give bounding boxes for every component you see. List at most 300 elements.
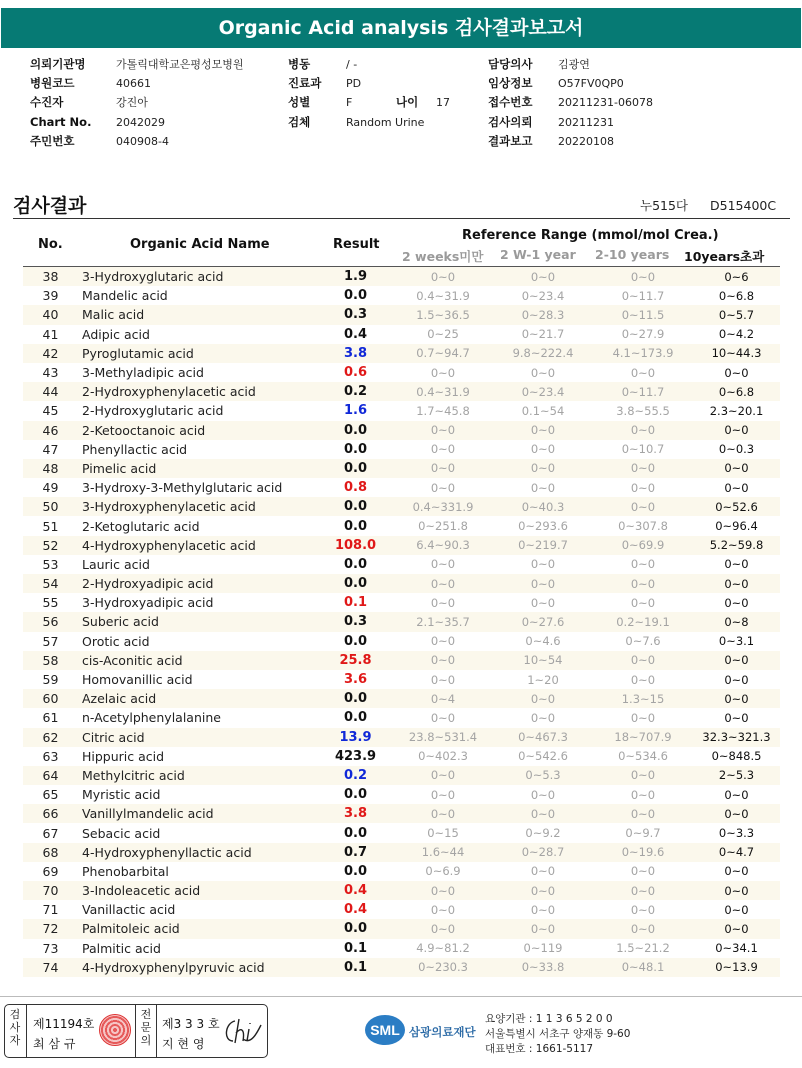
ref-range-under-2weeks: 0~230.3: [393, 958, 493, 977]
acid-name: Homovanillic acid: [82, 672, 193, 688]
specimen-label: 검체: [288, 114, 311, 129]
ref-range-over-10years: 0~0.3: [718, 442, 755, 457]
row-no: 68: [23, 843, 78, 862]
result-value: 0.4: [343, 326, 368, 342]
ref-range-2-10years: 0~0: [630, 480, 656, 495]
ref-range-under-2weeks: 0~0: [393, 881, 493, 900]
ref-range-2w-1year: 0~0: [530, 557, 556, 572]
acid-name: Suberic acid: [78, 612, 318, 631]
age-label: 나이: [396, 95, 419, 110]
ref-range-over-10years: 0~34.1: [715, 941, 758, 956]
table-row: [23, 632, 780, 651]
table-row: [23, 555, 780, 574]
ref-range-over-10years: 2.3~20.1: [709, 403, 764, 418]
row-no: 71: [42, 902, 59, 918]
tester-license: 제11194호: [33, 1017, 95, 1031]
ref-range-over-10years: 0~0: [693, 689, 780, 708]
ref-range-2-10years: 0~0: [630, 672, 656, 687]
acid-name: Pimelic acid: [78, 459, 318, 478]
result-value: 0.0: [343, 825, 368, 841]
ref-range-over-10years: 0~0: [693, 804, 780, 823]
doctor-value: 김광연: [558, 58, 590, 71]
result-value: 0.0: [343, 863, 368, 879]
ref-range-2w-1year: 0~0: [530, 902, 556, 917]
ref-range-under-2weeks: 0~0: [393, 459, 493, 478]
result-value: 3.6: [343, 672, 368, 688]
ref-range-2w-1year: 0~0: [530, 710, 556, 725]
ref-range-under-2weeks: 0.4~31.9: [416, 288, 470, 303]
ref-range-under-2weeks: 0~25: [427, 327, 459, 342]
result-value: 0.4: [343, 902, 368, 918]
ref-range-2w-1year: 0~5.3: [493, 766, 593, 785]
divider: [13, 218, 790, 219]
org-location: 서울특별시 서초구 양재동 9-60: [485, 1028, 631, 1040]
ref-range-over-10years: 0~6.8: [693, 382, 780, 401]
acid-name: Vanillylmandelic acid: [78, 804, 318, 823]
ref-range-over-10years: 32.3~321.3: [693, 728, 780, 747]
result-value: 0.4: [318, 881, 393, 900]
ref-range-under-2weeks: 2.1~35.7: [393, 612, 493, 631]
ref-range-2w-1year: 0~33.8: [493, 958, 593, 977]
row-no: 41: [42, 326, 59, 342]
ref-range-2w-1year: 0~9.2: [525, 826, 561, 841]
table-row: [23, 593, 780, 612]
result-value: 0.6: [343, 365, 368, 381]
table-row: [23, 823, 780, 842]
ref-range-2w-1year: 0~0: [530, 787, 556, 802]
acid-name: Phenyllactic acid: [82, 441, 188, 457]
ref-range-over-10years: 0~0: [724, 672, 749, 687]
ref-range-2w-1year: 0~0: [530, 595, 556, 610]
acid-name: 3-Hydroxyadipic acid: [82, 595, 214, 611]
ref-range-2w-1year: 0~0: [530, 480, 556, 495]
ref-range-2-10years: 1.5~21.2: [616, 941, 670, 956]
row-no: 62: [23, 728, 78, 747]
table-row: [23, 401, 780, 420]
row-no: 57: [42, 633, 59, 649]
acid-name: 2-Ketooctanoic acid: [78, 421, 318, 440]
table-row: [23, 958, 780, 977]
ref-range-2-10years: 0~0: [593, 497, 693, 516]
result-value: 0.1: [343, 595, 368, 611]
ref-range-under-2weeks: 0~15: [427, 826, 459, 841]
row-no: 73: [42, 940, 59, 956]
ref-range-2-10years: 0~7.6: [625, 634, 661, 649]
ref-range-under-2weeks: 0~0: [430, 442, 456, 457]
dept-label: 진료과: [288, 76, 322, 91]
row-no: 66: [23, 804, 78, 823]
ref-range-under-2weeks: 0~4: [393, 689, 493, 708]
institution-value: 가톨릭대학교은평성모병원: [116, 58, 244, 71]
row-no: 44: [23, 382, 78, 401]
ref-range-under-2weeks: 0.7~94.7: [393, 344, 493, 363]
result-value: 108.0: [318, 536, 393, 555]
ref-range-under-2weeks: 0~0: [393, 267, 493, 286]
request-date-value: 20211231: [558, 115, 614, 129]
table-row: [23, 516, 780, 535]
result-value: 0.0: [343, 787, 368, 803]
acid-name: Orotic acid: [82, 633, 150, 649]
col-name-header: Organic Acid Name: [130, 237, 270, 252]
result-value: 0.0: [318, 574, 393, 593]
ref-range-2w-1year: 10~54: [493, 651, 593, 670]
result-value: 1.6: [343, 403, 368, 419]
ref-range-over-10years: 0~0: [724, 710, 749, 725]
table-row: [23, 612, 780, 631]
ref-range-under-2weeks: 0~0: [430, 634, 456, 649]
clinical-info-label: 임상정보: [488, 76, 533, 91]
row-no: 63: [42, 748, 59, 764]
ref-range-2-10years: 0~69.9: [593, 536, 693, 555]
ref-range-2w-1year: 0~0: [493, 881, 593, 900]
result-value: 0.0: [318, 421, 393, 440]
row-no: 50: [23, 497, 78, 516]
ref-range-2-10years: 0~0: [593, 766, 693, 785]
patient-info-col1: [30, 55, 256, 151]
results-codes: [640, 196, 776, 214]
ref-range-2w-1year: 0~0: [493, 919, 593, 938]
ref-range-under-2weeks: 0~0: [430, 710, 456, 725]
ref-range-2w-1year: 0~542.6: [518, 749, 568, 764]
table-row: [23, 804, 780, 823]
ref-range-under-2weeks: 0~0: [393, 804, 493, 823]
sex-label: 성별: [288, 95, 311, 110]
row-no: 46: [23, 421, 78, 440]
ref-range-2-10years: 0~27.9: [621, 327, 665, 342]
table-row: [23, 881, 780, 900]
ref-range-2-10years: 0~0: [630, 557, 656, 572]
ref-range-2-10years: 0~0: [630, 365, 656, 380]
ref-range-2-10years: 0~534.6: [618, 749, 668, 764]
result-value: 0.1: [343, 940, 368, 956]
ref-range-over-10years: 0~0: [693, 459, 780, 478]
row-no: 65: [42, 787, 59, 803]
ref-range-2-10years: 18~707.9: [593, 728, 693, 747]
ref-range-2-10years: 4.1~173.9: [593, 344, 693, 363]
acid-name: 3-Hydroxy-3-Methylglutaric acid: [82, 480, 283, 496]
ref-range-under-2weeks: 0~0: [430, 787, 456, 802]
divider: [26, 1005, 27, 1057]
request-date-label: 검사의뢰: [488, 114, 533, 129]
acid-name: 2-Hydroxyglutaric acid: [82, 403, 224, 419]
ref-range-under-2weeks: 23.8~531.4: [393, 728, 493, 747]
ref-range-under-2weeks: 1.5~36.5: [393, 305, 493, 324]
row-no: 53: [42, 556, 59, 572]
receipt-no-label: 접수번호: [488, 95, 533, 110]
result-value: 0.7: [318, 843, 393, 862]
org-address: [485, 1012, 630, 1057]
ref-range-2w-1year: 0~467.3: [493, 728, 593, 747]
table-row: [23, 363, 780, 382]
results-section-title: 검사결과: [13, 195, 87, 217]
table-row: [23, 843, 780, 862]
ref-range-over-10years: 0~6: [693, 267, 780, 286]
divider: [0, 996, 802, 997]
table-row: [23, 325, 780, 344]
acid-name: Adipic acid: [82, 326, 150, 342]
acid-name: Phenobarbital: [82, 863, 169, 879]
result-value: 13.9: [318, 728, 393, 747]
table-header: [20, 222, 780, 266]
report-title: Organic Acid analysis 검사결과보고서: [1, 8, 801, 48]
ref-range-over-10years: 0~4.7: [693, 843, 780, 862]
row-no: 40: [23, 305, 78, 324]
ref-range-over-10years: 0~96.4: [715, 519, 758, 534]
row-no: 70: [23, 881, 78, 900]
ref-range-under-2weeks: 0~0: [430, 595, 456, 610]
row-no: 64: [23, 766, 78, 785]
table-row: [23, 574, 780, 593]
ref-range-2-10years: 0~11.7: [621, 288, 665, 303]
sex-value: F: [346, 96, 353, 110]
specialist-license: 제3 3 3 호: [162, 1017, 220, 1031]
ref-range-under-2weeks: 0~0: [393, 651, 493, 670]
results-code-1: 누515다: [640, 198, 689, 213]
ref-range-2w-1year: 0~0: [493, 804, 593, 823]
ref-range-over-10years: 0~4.2: [718, 327, 755, 342]
specialist-name: 지 현 영: [162, 1037, 205, 1051]
result-value: 0.2: [318, 766, 393, 785]
ref-range-under-2weeks: 0~0: [430, 902, 456, 917]
ref-range-over-10years: 0~848.5: [711, 749, 762, 764]
acid-name: 3-Methyladipic acid: [82, 365, 204, 381]
table-row: [23, 900, 780, 919]
ref-range-over-10years: 0~0: [724, 480, 749, 495]
row-no: 54: [23, 574, 78, 593]
ref-range-2-10years: 0~0: [593, 804, 693, 823]
result-value: 0.0: [343, 556, 368, 572]
row-no: 49: [42, 480, 59, 496]
row-no: 61: [42, 710, 59, 726]
ref-range-2w-1year: 0~4.6: [525, 634, 561, 649]
patient-info-col2: [288, 55, 486, 132]
acid-name: Citric acid: [78, 728, 318, 747]
org-name: 삼광의료재단: [409, 1025, 476, 1039]
result-value: 0.0: [343, 633, 368, 649]
ref-range-2-10years: 0~0: [593, 459, 693, 478]
ref-range-under-2weeks: 0~0: [430, 365, 456, 380]
ref-range-over-10years: 0~0: [724, 787, 749, 802]
ref-range-over-10years: 0~0: [724, 902, 749, 917]
row-no: 74: [23, 958, 78, 977]
acid-name: Malic acid: [78, 305, 318, 324]
result-value: 0.0: [318, 919, 393, 938]
ref-range-over-10years: 2~5.3: [693, 766, 780, 785]
ref-col1-header: 2 weeks미만: [402, 249, 484, 264]
ref-range-under-2weeks: 0~402.3: [418, 749, 468, 764]
patient-name-value: 강진아: [116, 96, 148, 110]
acid-name: Sebacic acid: [82, 825, 161, 841]
ref-range-2w-1year: 0~0: [493, 267, 593, 286]
ref-range-over-10years: 0~0: [724, 864, 749, 879]
acid-name: 4-Hydroxyphenyllactic acid: [78, 843, 318, 862]
ref-range-under-2weeks: 0~0: [393, 766, 493, 785]
ref-range-2-10years: 0~0: [630, 864, 656, 879]
table-row: [23, 267, 780, 286]
row-no: 69: [42, 863, 59, 879]
ref-range-over-10years: 0~0: [724, 365, 749, 380]
dept-value: PD: [346, 77, 362, 91]
institution-label: 의뢰기관명: [30, 57, 86, 71]
result-value: 0.0: [343, 288, 368, 304]
ref-range-over-10years: 0~0: [724, 557, 749, 572]
ref-range-over-10years: 0~0: [693, 651, 780, 670]
table-row: [23, 785, 780, 804]
acid-name: Methylcitric acid: [78, 766, 318, 785]
table-row: [23, 286, 780, 305]
report-date-value: 20220108: [558, 134, 614, 148]
patient-info-col3: [488, 55, 653, 151]
ref-range-2w-1year: 0~0: [493, 459, 593, 478]
row-no: 55: [42, 595, 59, 611]
results-code-2: D515400C: [710, 198, 777, 213]
acid-name: 3-Hydroxyglutaric acid: [78, 267, 318, 286]
ref-range-2-10years: 0~0: [593, 651, 693, 670]
ref-range-2w-1year: 0~28.7: [493, 843, 593, 862]
table-row: [23, 497, 780, 516]
table-row: [23, 421, 780, 440]
acid-name: Lauric acid: [82, 556, 150, 572]
row-no: 42: [23, 344, 78, 363]
ref-range-2w-1year: 0~0: [493, 574, 593, 593]
ref-range-2-10years: 0~0: [593, 919, 693, 938]
ref-range-title: Reference Range (mmol/mol Crea.): [462, 228, 719, 243]
table-row: [23, 536, 780, 555]
hospital-code-label: 병원코드: [30, 76, 75, 91]
table-row: [23, 459, 780, 478]
table-row: [23, 689, 780, 708]
ref-range-over-10years: 0~52.6: [693, 497, 780, 516]
table-row: [23, 728, 780, 747]
receipt-no-value: 20211231-06078: [558, 96, 653, 110]
acid-name: Myristic acid: [82, 787, 161, 803]
patient-name-label: 수진자: [30, 95, 64, 110]
hospital-code-value: 40661: [116, 77, 151, 91]
table-row: [23, 919, 780, 938]
table-row: [23, 766, 780, 785]
chart-no-label: Chart No.: [30, 114, 92, 129]
result-value: 0.0: [318, 459, 393, 478]
row-no: 56: [23, 612, 78, 631]
table-row: [23, 478, 780, 497]
ref-range-over-10years: 0~13.9: [693, 958, 780, 977]
results-table: [23, 267, 780, 977]
result-value: 25.8: [318, 651, 393, 670]
table-row: [23, 670, 780, 689]
row-no: 39: [42, 288, 59, 304]
result-value: 0.0: [318, 497, 393, 516]
resident-no-value: 040908-4: [116, 134, 169, 148]
ref-range-under-2weeks: 0~0: [430, 557, 456, 572]
ref-range-2w-1year: 0~0: [530, 442, 556, 457]
ref-range-2-10years: 1.3~15: [593, 689, 693, 708]
ref-range-2w-1year: 0~23.4: [521, 288, 565, 303]
row-no: 67: [42, 825, 59, 841]
age-value: 17: [436, 96, 450, 110]
acid-name: Pyroglutamic acid: [78, 344, 318, 363]
ref-range-over-10years: 0~0: [693, 421, 780, 440]
acid-name: 2-Hydroxyadipic acid: [78, 574, 318, 593]
ref-range-2w-1year: 9.8~222.4: [493, 344, 593, 363]
acid-name: n-Acetylphenylalanine: [82, 710, 221, 726]
clinical-info-value: O57FV0QP0: [558, 77, 624, 91]
acid-name: 2-Ketoglutaric acid: [82, 518, 200, 534]
col-result-header: Result: [333, 237, 380, 252]
ref-range-under-2weeks: 0.4~331.9: [393, 497, 493, 516]
table-row: [23, 747, 780, 766]
table-row: [23, 440, 780, 459]
result-value: 0.2: [318, 382, 393, 401]
table-row: [23, 708, 780, 727]
ref-range-under-2weeks: 0~6.9: [425, 864, 461, 879]
ref-range-under-2weeks: 1.6~44: [393, 843, 493, 862]
ref-range-2-10years: 0~9.7: [625, 826, 661, 841]
ref-range-over-10years: 0~3.1: [718, 634, 755, 649]
ref-range-2-10years: 0~0: [630, 902, 656, 917]
org-code: 요양기관 : 1 1 3 6 5 2 0 0: [485, 1013, 613, 1025]
ref-range-2-10years: 0~0: [630, 710, 656, 725]
specialist-vertical-label: 전문의: [140, 1008, 152, 1047]
table-row: [23, 344, 780, 363]
acid-name: cis-Aconitic acid: [78, 651, 318, 670]
ref-range-2w-1year: 0~0: [530, 365, 556, 380]
col-no-header: No.: [38, 237, 63, 252]
ref-col4-header: 10years초과: [684, 249, 765, 264]
acid-name: 3-Hydroxyphenylacetic acid: [78, 497, 318, 516]
ref-range-2w-1year: 0~293.6: [518, 519, 568, 534]
table-row: [23, 651, 780, 670]
result-value: 0.3: [318, 305, 393, 324]
ref-range-2w-1year: 0~0: [493, 689, 593, 708]
doctor-label: 담당의사: [488, 57, 533, 71]
ref-range-under-2weeks: 0~0: [393, 574, 493, 593]
ref-range-over-10years: 10~44.3: [693, 344, 780, 363]
tester-vertical-label: 검사자: [9, 1008, 21, 1047]
acid-name: 4-Hydroxyphenylacetic acid: [78, 536, 318, 555]
ref-range-2-10years: 0~0: [593, 881, 693, 900]
acid-name: 3-Indoleacetic acid: [78, 881, 318, 900]
specimen-value: Random Urine: [346, 115, 425, 129]
ref-range-2-10years: 0~11.7: [593, 382, 693, 401]
result-value: 0.1: [318, 958, 393, 977]
row-no: 47: [42, 441, 59, 457]
ref-range-under-2weeks: 0.4~31.9: [393, 382, 493, 401]
table-row: [23, 305, 780, 324]
signature-box: [4, 1004, 268, 1058]
ref-range-over-10years: 0~5.7: [693, 305, 780, 324]
report-date-label: 결과보고: [488, 133, 533, 148]
ref-col3-header: 2-10 years: [595, 247, 670, 262]
divider: [156, 1005, 157, 1057]
row-no: 58: [23, 651, 78, 670]
ref-range-2-10years: 0~19.6: [593, 843, 693, 862]
ref-range-2w-1year: 0~21.7: [521, 327, 565, 342]
ref-range-over-10years: 0~0: [693, 881, 780, 900]
result-value: 0.0: [343, 518, 368, 534]
ref-range-over-10years: 0~8: [693, 612, 780, 631]
row-no: 52: [23, 536, 78, 555]
row-no: 72: [23, 919, 78, 938]
resident-no-label: 주민번호: [30, 133, 75, 148]
ref-range-over-10years: 5.2~59.8: [693, 536, 780, 555]
ref-range-2-10years: 0~0: [593, 421, 693, 440]
ref-range-under-2weeks: 6.4~90.3: [393, 536, 493, 555]
result-value: 0.0: [318, 689, 393, 708]
ward-label: 병동: [288, 57, 311, 71]
result-value: 3.8: [318, 344, 393, 363]
ref-range-2-10years: 0~0: [593, 574, 693, 593]
ref-range-under-2weeks: 0~0: [393, 421, 493, 440]
